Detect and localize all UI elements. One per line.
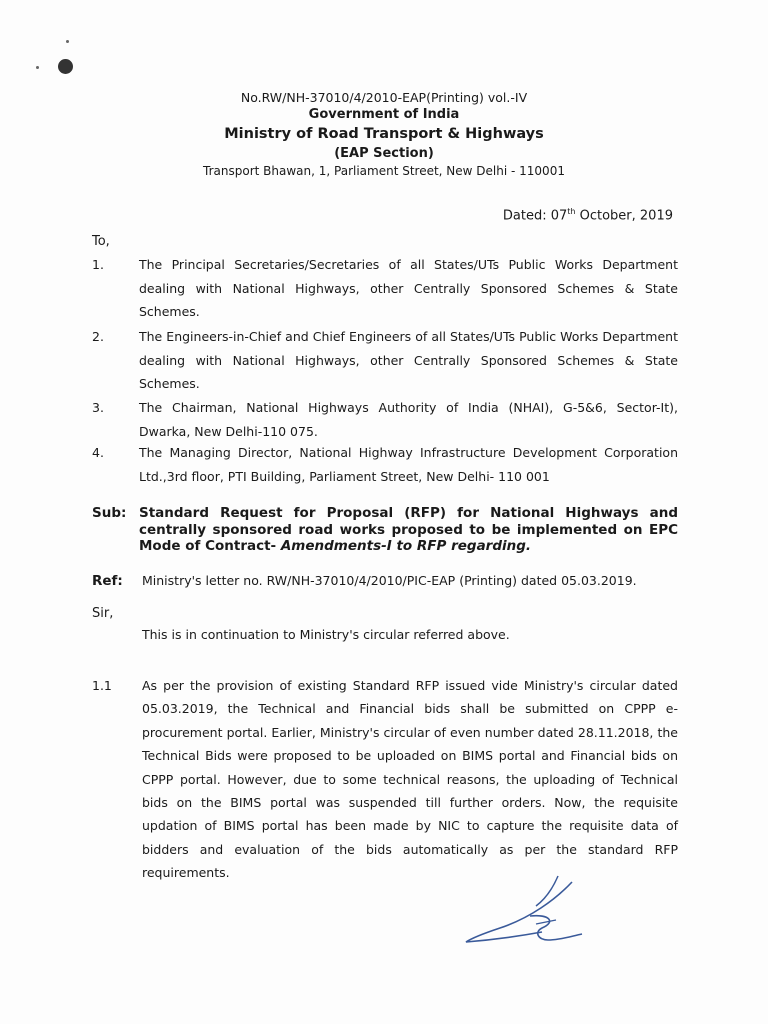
recipient-item [92, 441, 678, 488]
reference-text: Ministry's letter no. RW/NH-37010/4/2010/PIC-EAP (Printing) dated 05.03.2019. [142, 573, 637, 588]
paragraph-number: 1.1 [92, 678, 112, 693]
recipient-text: The Engineers-in-Chief and Chief Engineers of all States/UTs Public Works Department dealing with National Highways, other Centrally Sponsored Schemes & State Schemes. [139, 329, 678, 391]
to-label: To, [92, 234, 110, 249]
subject-italic: Amendments-I to RFP regarding. [280, 538, 532, 554]
recipient-text: The Principal Secretaries/Secretaries of all States/UTs Public Works Department dealing with National Highways, other Centrally Sponsored Schemes & State Schemes. [139, 257, 678, 319]
letter-date: Dated: 07th October, 2019 [502, 207, 673, 224]
punch-hole [58, 59, 73, 74]
subject-block [92, 505, 678, 555]
salutation: Sir, [92, 606, 114, 621]
signature-image [460, 870, 590, 960]
recipient-number: 4. [92, 445, 104, 460]
recipient-number: 1. [92, 257, 104, 272]
subject-label: Sub: [92, 505, 127, 521]
paragraph-1-1 [92, 674, 678, 885]
continuation-line: This is in continuation to Ministry's circular referred above. [142, 627, 510, 642]
recipient-text: The Managing Director, National Highway Infrastructure Development Corporation Ltd.,3rd floor, PTI Building, Parliament Street, New Delhi- 110 001 [139, 445, 678, 484]
reference-block [92, 573, 692, 588]
section-title: (EAP Section) [334, 146, 434, 161]
scan-speck [36, 66, 39, 69]
reference-label: Ref: [92, 573, 123, 589]
reference-number: No.RW/NH-37010/4/2010-EAP(Printing) vol.-IV [240, 90, 528, 105]
government-title: Government of India [308, 107, 460, 122]
ministry-title: Ministry of Road Transport & Highways [224, 126, 544, 142]
recipient-item [92, 253, 678, 324]
recipient-number: 2. [92, 329, 104, 344]
recipient-item [92, 396, 678, 443]
recipient-text: The Chairman, National Highways Authority of India (NHAI), G-5&6, Sector-It), Dwarka, New Delhi-110 075. [139, 400, 678, 439]
paragraph-text: As per the provision of existing Standard RFP issued vide Ministry's circular dated 05.03.2019, the Technical and Financial bids shall be submitted on CPPP e-procurement portal. Earlier, Ministry's circular of even number dated 28.11.2018, the Technical Bids were proposed to be uploaded on BIMS portal and Financial bids on CPPP portal. However, due to some technical reasons, the uploading of Technical bids on the BIMS portal was suspended till further orders. Now, the requisite updation of BIMS portal has been made by NIC to capture the requisite data of bidders and evaluation of the bids automatically as per the standard RFP requirements. [142, 678, 678, 881]
office-address: Transport Bhawan, 1, Parliament Street, New Delhi - 110001 [203, 164, 565, 178]
scan-speck [66, 40, 69, 43]
recipient-item [92, 325, 678, 396]
subject-text: Standard Request for Proposal (RFP) for National Highways and centrally sponsored road works proposed to be implemented on EPC Mode of Contract- Amendments-I to RFP regarding. [139, 505, 678, 554]
recipient-number: 3. [92, 400, 104, 415]
